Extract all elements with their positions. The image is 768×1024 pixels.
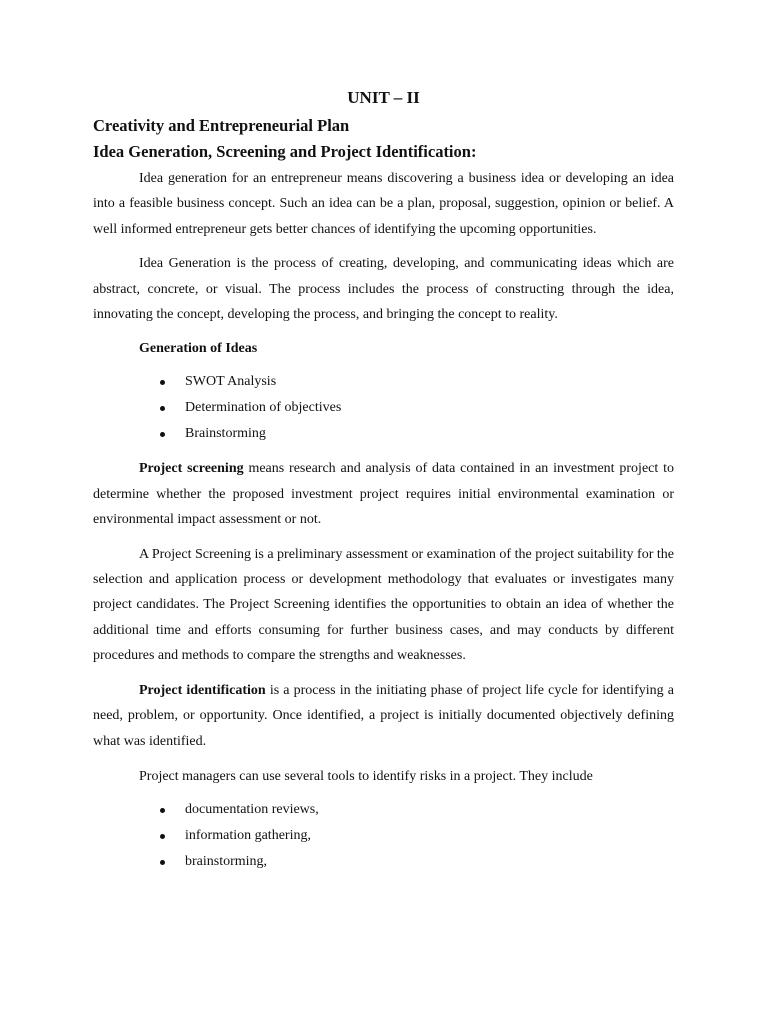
project-identification-term: Project identification <box>139 682 266 698</box>
unit-title: UNIT – II <box>347 88 420 107</box>
project-screening-text: means research and analysis of data contained in an investment project to determine whether the proposed investment project requires initial environmental examination or environmental impact assessment or not. <box>93 461 674 528</box>
list-item: brainstorming, <box>93 849 674 875</box>
generation-of-ideas-list <box>93 369 674 447</box>
tools-list <box>93 797 674 875</box>
paragraph-idea-generation-definition: Idea generation for an entrepreneur means discovering a business idea or developing an idea into a feasible business concept. Such an idea can be a plan, proposal, suggestion, opinion or belief. A well informed entrepreneur gets better chances of identifying the upcoming opportunities. <box>93 171 674 237</box>
generation-of-ideas-heading: Generation of Ideas <box>139 341 258 357</box>
list-item: documentation reviews, <box>93 797 674 823</box>
project-screening-term: Project screening <box>139 461 244 477</box>
paragraph-tools-intro: Project managers can use several tools to identify risks in a project. They include <box>139 768 593 784</box>
paragraph-project-screening <box>93 456 674 532</box>
paragraph-idea-generation-process: Idea Generation is the process of creating, developing, and communicating ideas which are abstract, concrete, or visual. The process includes the process of constructing through the idea, innovating the concept, developing the process, and bringing the concept to reality. <box>93 256 674 323</box>
list-item: Brainstorming <box>93 421 674 447</box>
paragraph-project-identification <box>93 678 674 754</box>
list-item: information gathering, <box>93 823 674 849</box>
subsection-title: Idea Generation, Screening and Project Identification: <box>93 142 477 161</box>
list-item: Determination of objectives <box>93 395 674 421</box>
section-title: Creativity and Entrepreneurial Plan <box>93 116 350 135</box>
paragraph-project-screening-detail: A Project Screening is a preliminary assessment or examination of the project suitability for the selection and application process or development methodology that evaluates or investigates many project candidates. The Project Screening identifies the opportunities to obtain an idea of whether the additional time and efforts consuming for further business cases, and may conducts by different procedures and methods to compare the strengths and weaknesses. <box>93 546 674 664</box>
document-page <box>93 86 674 875</box>
list-item: SWOT Analysis <box>93 369 674 395</box>
project-identification-text: is a process in the initiating phase of project life cycle for identifying a need, problem, or opportunity. Once identified, a project is initially documented objectively defining what was identified. <box>93 682 674 749</box>
